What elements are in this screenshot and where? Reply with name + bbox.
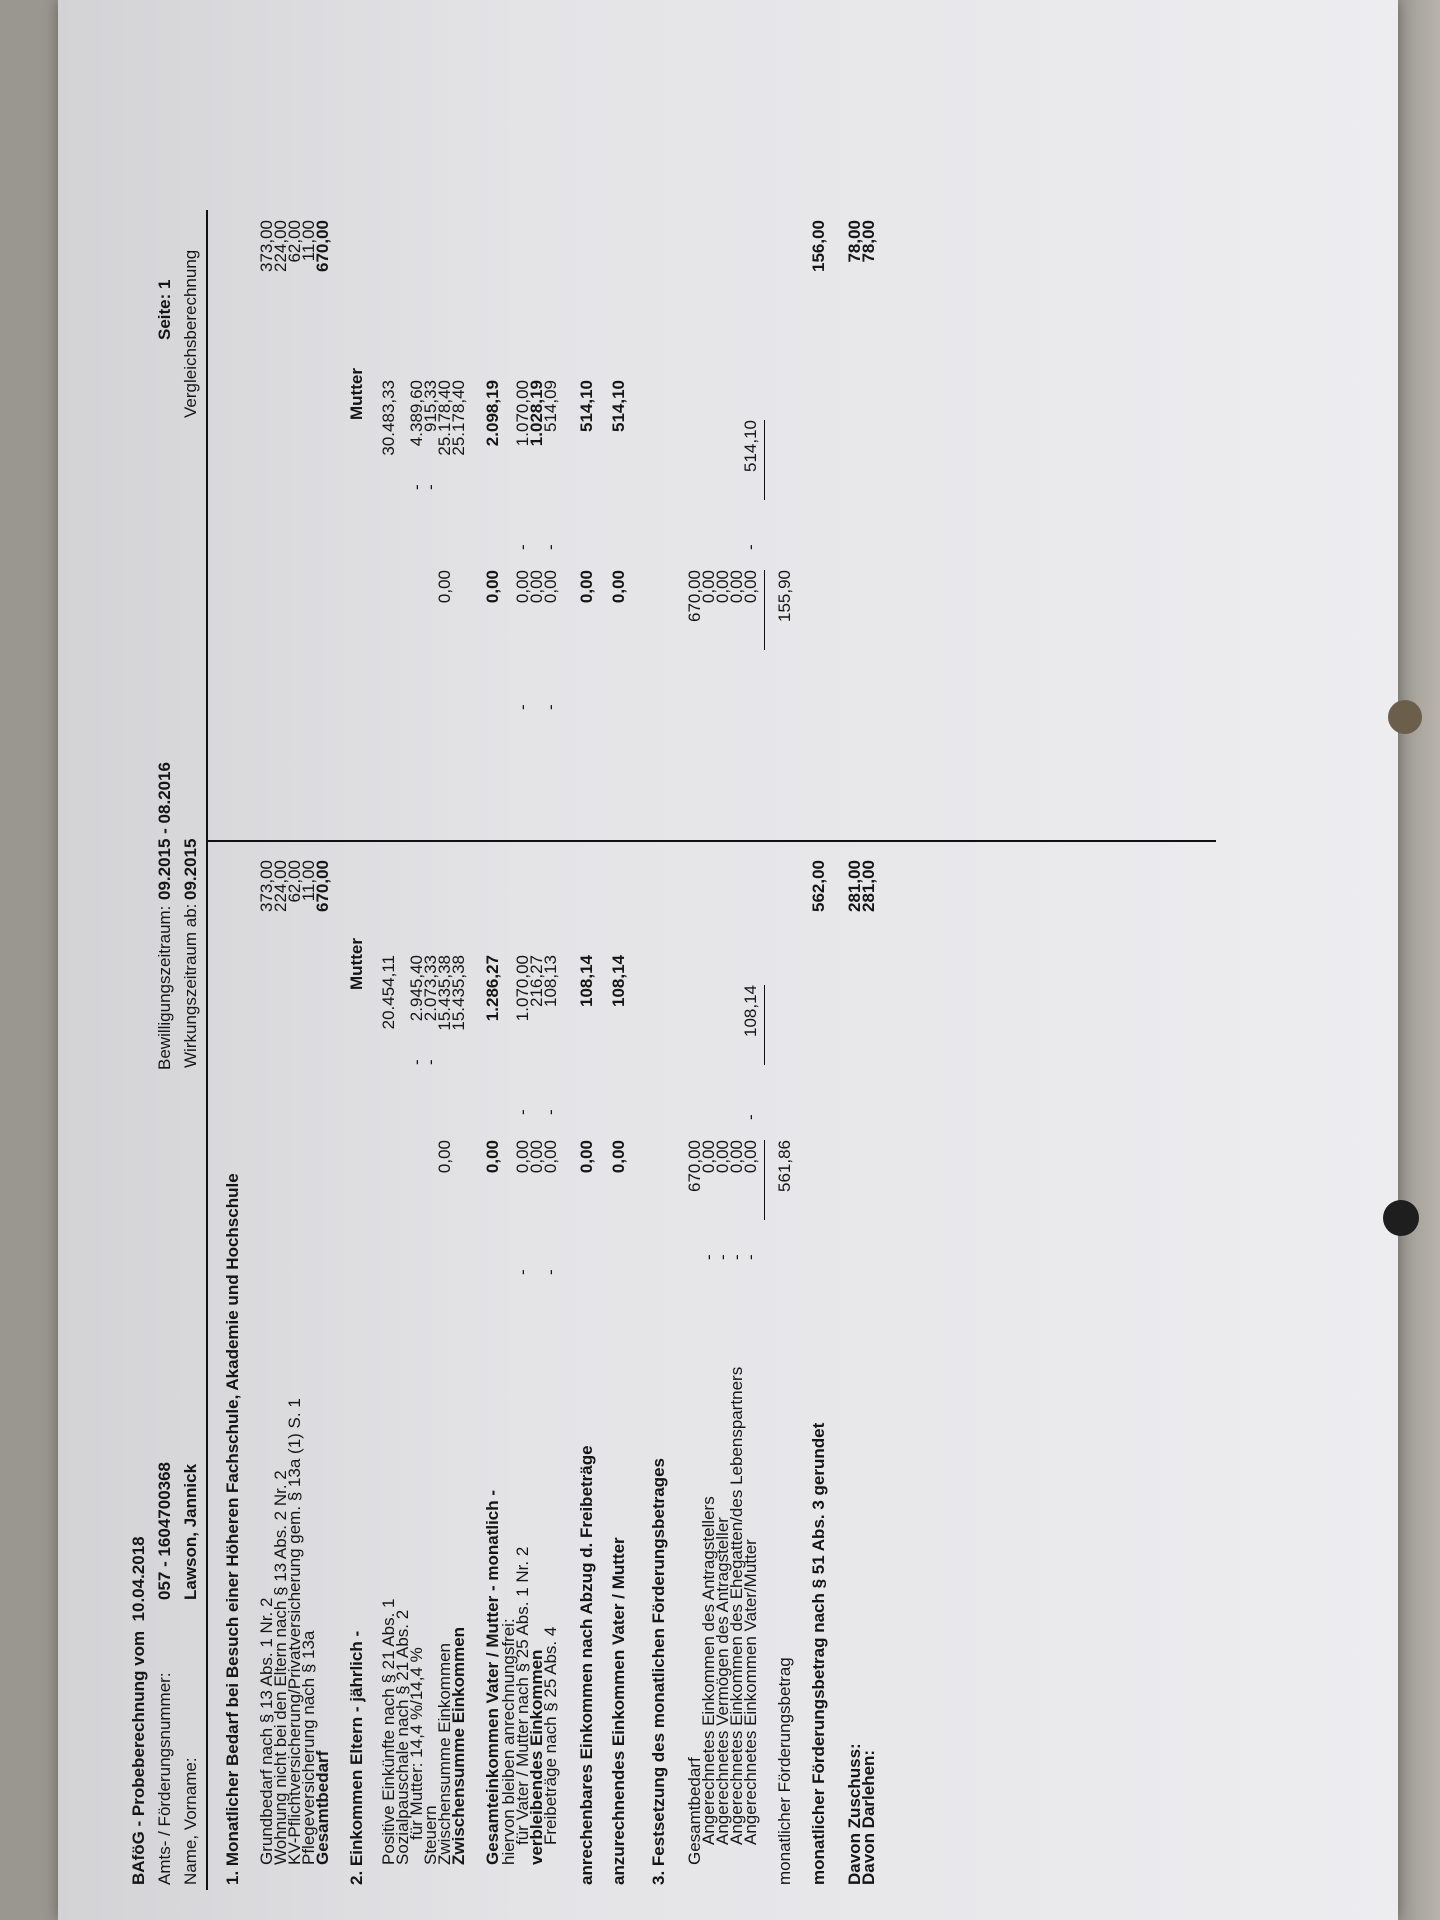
name-value: Lawson, Jannick bbox=[181, 1463, 200, 1600]
value-cell: 108,14 bbox=[577, 955, 596, 1007]
value-cell: 0,00 bbox=[741, 1140, 760, 1174]
value-cell: 0,00 bbox=[513, 570, 532, 604]
row-label: monatlicher Förderungsbetrag bbox=[775, 1657, 794, 1885]
section3-title: 3. Festsetzung des monatlichen Förderungsbetrages bbox=[649, 1458, 668, 1885]
value-cell: 915,33 bbox=[421, 380, 440, 432]
vergleich-label: Vergleichsberechnung bbox=[181, 249, 200, 418]
value-cell: 0,00 bbox=[541, 570, 560, 604]
row-label: Zwischensumme Einkommen bbox=[449, 1626, 468, 1865]
paper-sheet bbox=[58, 0, 1398, 1920]
row-label: Freibeträge nach § 25 Abs. 4 bbox=[541, 1626, 560, 1845]
minus-sign: - bbox=[541, 544, 560, 550]
value-cell: 15.435,38 bbox=[449, 955, 468, 1031]
value-cell: 108,13 bbox=[541, 955, 560, 1007]
row-label: Sozialpauschale nach § 21 Abs. 2 bbox=[393, 1609, 412, 1865]
row-label: Angerechnetes Einkommen des Antragstellers bbox=[699, 1496, 718, 1845]
section2-title: 2. Einkommen Eltern - jährlich - bbox=[347, 1630, 366, 1885]
value-cell: 78,00 bbox=[845, 220, 864, 263]
row-label: Angerechnetes Einkommen Vater/Mutter bbox=[741, 1539, 760, 1845]
value-cell: 11,00 bbox=[299, 860, 318, 902]
value-cell: 15.435,38 bbox=[435, 955, 454, 1031]
bewilligung-label: Bewilligungszeitraum: bbox=[155, 905, 174, 1070]
rotated-document bbox=[108, 180, 1268, 1920]
value-cell: 514,10 bbox=[609, 380, 628, 432]
minus-sign: - bbox=[513, 1269, 532, 1275]
minus-sign: - bbox=[741, 1254, 760, 1260]
value-cell: 224,00 bbox=[271, 220, 290, 272]
value-cell: 20.454,11 bbox=[379, 955, 398, 1030]
minus-sign: - bbox=[513, 544, 532, 550]
row-label: Zwischensumme Einkommen bbox=[435, 1642, 454, 1865]
minus-sign: - bbox=[513, 704, 532, 710]
row-label: Steuern bbox=[421, 1805, 440, 1865]
value-cell: 0,00 bbox=[713, 1140, 732, 1174]
row-label: monatlicher Förderungsbetrag nach § 51 Abs. 3 gerundet bbox=[809, 1422, 828, 1885]
minus-sign: - bbox=[699, 1254, 718, 1260]
value-cell: 0,00 bbox=[435, 570, 454, 604]
row-label: Gesamtbedarf bbox=[685, 1757, 704, 1865]
value-cell: 62,00 bbox=[285, 860, 304, 903]
amts-label: Amts- / Förderungsnummer: bbox=[155, 1672, 174, 1885]
value-cell: 0,00 bbox=[435, 1140, 454, 1174]
value-cell: 514,10 bbox=[741, 420, 760, 472]
column-header-mutter: Mutter bbox=[347, 938, 366, 990]
value-cell: 30.483,33 bbox=[379, 380, 398, 456]
row-label: Positive Einkünfte nach § 21 Abs. 1 bbox=[379, 1598, 398, 1865]
value-cell: 281,00 bbox=[845, 860, 864, 912]
name-label: Name, Vorname: bbox=[181, 1757, 200, 1885]
value-cell: 0,00 bbox=[577, 570, 596, 604]
punch-hole bbox=[1383, 1200, 1419, 1236]
minus-sign: - bbox=[741, 1114, 760, 1120]
value-cell: 0,00 bbox=[513, 1140, 532, 1174]
minus-sign: - bbox=[713, 1254, 732, 1260]
value-cell: 2.073,33 bbox=[421, 955, 440, 1022]
value-cell: 373,00 bbox=[257, 860, 276, 912]
value-cell: 2.098,19 bbox=[483, 380, 502, 447]
wirkung-value: 09.2015 bbox=[181, 838, 200, 900]
minus-sign: - bbox=[727, 1254, 746, 1260]
value-cell: 0,00 bbox=[741, 570, 760, 604]
row-label: Grundbedarf nach § 13 Abs. 1 Nr. 2 bbox=[257, 1597, 276, 1865]
value-cell: 0,00 bbox=[577, 1140, 596, 1174]
value-cell: 562,00 bbox=[809, 860, 828, 912]
value-cell: 281,00 bbox=[859, 860, 878, 912]
value-cell: 561,86 bbox=[775, 1140, 794, 1192]
minus-sign: - bbox=[421, 484, 440, 490]
minus-sign: - bbox=[421, 1059, 440, 1065]
sum-rule bbox=[764, 1140, 765, 1220]
row-label: Wohnung nicht bei den Eltern nach § 13 Abs. 2 Nr. 2 bbox=[271, 1470, 290, 1865]
amts-value: 057 - 1604700368 bbox=[155, 1461, 174, 1600]
doc-date: 10.04.2018 bbox=[129, 1536, 148, 1622]
value-cell: 108,14 bbox=[609, 955, 628, 1007]
value-cell: 11,00 bbox=[299, 220, 318, 262]
sum-rule bbox=[764, 570, 765, 650]
row-label: anzurechnendes Einkommen Vater / Mutter bbox=[609, 1537, 628, 1885]
value-cell: 0,00 bbox=[527, 570, 546, 604]
value-cell: 0,00 bbox=[699, 570, 718, 604]
value-cell: 0,00 bbox=[483, 1140, 502, 1174]
value-cell: 216,27 bbox=[527, 955, 546, 1007]
value-cell: 155,90 bbox=[775, 570, 794, 622]
section1-title: 1. Monatlicher Bedarf bei Besuch einer Höheren Fachschule, Akademie und Hochschule bbox=[223, 1173, 242, 1885]
minus-sign: - bbox=[407, 484, 426, 490]
value-cell: 4.389,60 bbox=[407, 380, 426, 447]
bewilligung-value: 09.2015 - 08.2016 bbox=[155, 761, 174, 900]
value-cell: 1.286,27 bbox=[483, 955, 502, 1022]
minus-sign: - bbox=[541, 704, 560, 710]
value-cell: 0,00 bbox=[609, 1140, 628, 1174]
header-rule bbox=[206, 210, 208, 1890]
minus-sign: - bbox=[407, 1059, 426, 1065]
row-label: verbleibendes Einkommen bbox=[527, 1649, 546, 1865]
row-label: anrechenbares Einkommen nach Abzug d. Freibeträge bbox=[577, 1445, 596, 1885]
value-cell: 0,00 bbox=[609, 570, 628, 604]
row-label: Davon Darlehen: bbox=[859, 1749, 878, 1885]
sum-rule bbox=[764, 420, 765, 500]
row-label: KV-Pflichtversicherung/Privatversicherung gem. § 13a (1) S. 1 bbox=[285, 1398, 304, 1865]
value-cell: 0,00 bbox=[699, 1140, 718, 1174]
value-cell: 0,00 bbox=[727, 1140, 746, 1174]
value-cell: 78,00 bbox=[859, 220, 878, 263]
row-label: Pflegeversicherung nach § 13a bbox=[299, 1630, 318, 1865]
value-cell: 670,00 bbox=[313, 860, 332, 912]
column-divider bbox=[206, 840, 1216, 842]
sum-rule bbox=[764, 985, 765, 1065]
value-cell: 514,10 bbox=[577, 380, 596, 432]
minus-sign: - bbox=[741, 544, 760, 550]
value-cell: 1.070,00 bbox=[513, 380, 532, 447]
row-label: Davon Zuschuss: bbox=[845, 1743, 864, 1885]
minus-sign: - bbox=[541, 1269, 560, 1275]
value-cell: 670,00 bbox=[685, 570, 704, 622]
value-cell: 0,00 bbox=[527, 1140, 546, 1174]
value-cell: 25.178,40 bbox=[435, 380, 454, 456]
value-cell: 514,09 bbox=[541, 380, 560, 432]
punch-hole bbox=[1388, 700, 1422, 734]
value-cell: 25.178,40 bbox=[449, 380, 468, 456]
value-cell: 0,00 bbox=[727, 570, 746, 604]
value-cell: 224,00 bbox=[271, 860, 290, 912]
page-number: Seite: 1 bbox=[155, 279, 174, 340]
value-cell: 0,00 bbox=[541, 1140, 560, 1174]
value-cell: 2.945,40 bbox=[407, 955, 426, 1022]
value-cell: 108,14 bbox=[741, 985, 760, 1037]
value-cell: 670,00 bbox=[685, 1140, 704, 1192]
minus-sign: - bbox=[541, 1109, 560, 1115]
value-cell: 62,00 bbox=[285, 220, 304, 263]
value-cell: 0,00 bbox=[483, 570, 502, 604]
value-cell: 156,00 bbox=[809, 220, 828, 272]
value-cell: 670,00 bbox=[313, 220, 332, 272]
value-cell: 0,00 bbox=[713, 570, 732, 604]
row-label: Angerechnetes Einkommen des Ehegatten/des Lebenspartners bbox=[727, 1366, 746, 1845]
column-header-mutter: Mutter bbox=[347, 368, 366, 420]
minus-sign: - bbox=[513, 1109, 532, 1115]
doc-title: BAföG - Probeberechnung vom 10.04.2018 bbox=[129, 1536, 148, 1885]
value-cell: 1.070,00 bbox=[513, 955, 532, 1022]
row-label: für Mutter: 14,4 %/14,4 % bbox=[407, 1647, 426, 1840]
value-cell: 373,00 bbox=[257, 220, 276, 272]
wirkung-label: Wirkungszeitraum ab: bbox=[181, 903, 200, 1068]
row-label: für Vater / Mutter nach § 25 Abs. 1 Nr. 2 bbox=[513, 1546, 532, 1845]
row-label: Gesamtbedarf bbox=[313, 1750, 332, 1865]
row-label: hiervon bleiben anrechnungsfrei: bbox=[499, 1618, 518, 1865]
value-cell: 1.028,19 bbox=[527, 380, 546, 447]
row-label: Gesamteinkommen Vater / Mutter - monatlich - bbox=[483, 1489, 502, 1865]
row-label: Angerechnetes Vermögen des Antragsteller bbox=[713, 1517, 732, 1845]
